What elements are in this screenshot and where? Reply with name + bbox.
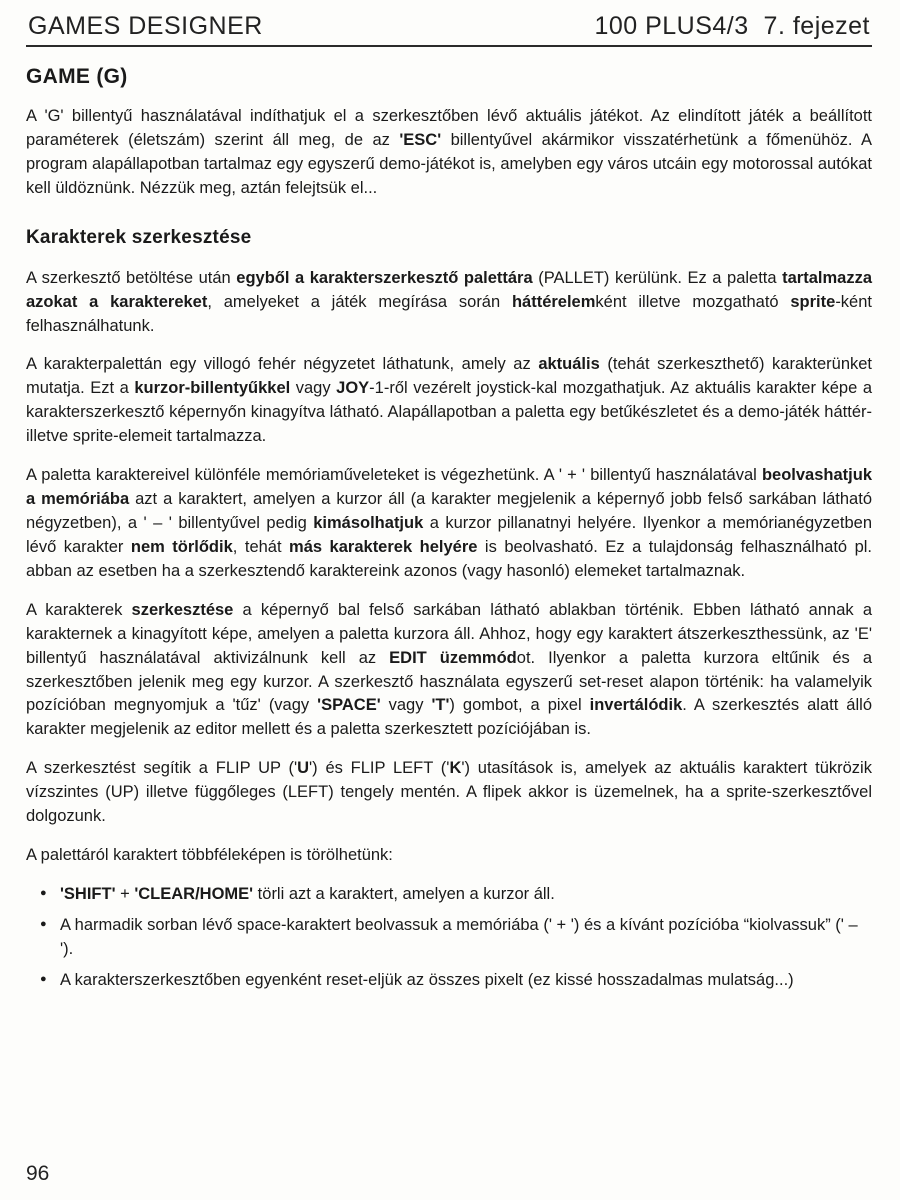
paragraph: A szerkesztést segítik a FLIP UP ('U') és FLIP LEFT ('K') utasítások is, amelyek az aktuális karaktert tükrözik vízszintes (UP) illetve függőleges (LEFT) tengely mentén. A flipek akkor is üzemelnek, ha a sprite-szerkesztővel dolgozunk. [26, 759, 872, 826]
running-head-right: 100 PLUS4/3 7. fejezet [594, 12, 870, 40]
running-head-left: GAMES DESIGNER [28, 12, 263, 40]
page-number: 96 [26, 1162, 50, 1185]
list-item: ● A karakterszerkesztőben egyenként reset-eljük az összes pixelt (ez kissé hosszadalmas mulatság...) [60, 969, 872, 993]
paragraph: A karakterpalettán egy villogó fehér négyzetet láthatunk, amely az aktuális (tehát szerkeszthető) karakterünket mutatja. Ezt a kurzor-billentyűkkel vagy JOY-1-ről vezérelt joystick-kal mozgathatjuk. Az aktuális karakter képe a karakterszerkesztő képernyőn kinagyítva látható. Alapállapotban a paletta egy betűkészletet és a demo-játék háttér- illetve sprite-elemeit tartalmazza. [26, 355, 873, 446]
list-item: ● 'SHIFT' + 'CLEAR/HOME' törli azt a karaktert, amelyen a kurzor áll. [60, 883, 872, 907]
header-rule [26, 45, 872, 47]
list-item: ● A harmadik sorban lévő space-karaktert beolvassuk a memóriába (' + ') és a kívánt pozícióba “kiolvassuk” (' – '). [60, 914, 872, 962]
subsection-title: Karakterek szerkesztése [26, 226, 252, 248]
running-head [26, 10, 872, 45]
intro-paragraphs [26, 105, 872, 201]
paragraph: A szerkesztő betöltése után egyből a karakterszerkesztő palettára (PALLET) kerülünk. Ez a paletta tartalmazza azokat a karaktereket, amelyeket a játék megírása során háttérelemként illetve mozgatható sprite-ként felhasználhatunk. [26, 268, 872, 335]
paragraph: A 'G' billentyű használatával indíthatjuk el a szerkesztőben lévő aktuális játékot. Az elindított játék a beállított paraméterek (életszám) szerint áll meg, de az 'ESC' billentyűvel akármikor visszatérhetünk a főmenühöz. A program alapállapotban tartalmaz egy egyszerű demo-játékot is, amelyben egy város utcáin egy motorossal autókat kell üldöznünk. Nézzük meg, aztán felejtsük el... [26, 107, 872, 197]
paragraph: A paletta karaktereivel különféle memóriaműveleteket is végezhetünk. A ' + ' billentyű használatával beolvashatjuk a memóriába azt a karaktert, amelyen a kurzor áll (a karakter megjelenik a képernyő jobb felső sarkában látható négyzetben), a ' – ' billentyűvel pedig kimásolhatjuk a kurzor pillanatnyi helyére. Ilyenkor a memórianégyzetben lévő karakter nem törlődik, tehát más karakterek helyére is beolvasható. Ez a tulajdonság felhasználható pl. abban az esetben ha a szerkesztendő karaktereink azonos (vagy hasonló) elemeket tartalmaznak. [26, 466, 873, 580]
paragraph: A karakterek szerkesztése a képernyő bal felső sarkában látható ablakban történik. Ebben látható annak a karakternek a kinagyított képe, amelyen a paletta kurzora áll. Ahhoz, hogy egy karaktert átszerkeszthessünk, az 'E' billentyű használatával aktivizálnunk kell az EDIT üzemmódot. Ilyenkor a paletta kurzora eltűnik és a szerkesztőben jelenik meg egy kurzor. A szerkesztő használata egyszerű set-reset alapon történik: ha valamelyik pozícióban megnyomjuk a 'tűz' (vagy 'SPACE' vagy 'T') gombot, a pixel invertálódik. A szerkesztés alatt álló karakter megjelenik az editor mellett és a paletta szerkesztett pozíciójában is. [26, 600, 873, 739]
body-paragraphs [26, 267, 872, 868]
paragraph: A palettáról karaktert többféleképen is törölhetünk: [26, 846, 393, 865]
bullet-list [26, 883, 872, 993]
section-title: GAME (G) [26, 65, 128, 88]
